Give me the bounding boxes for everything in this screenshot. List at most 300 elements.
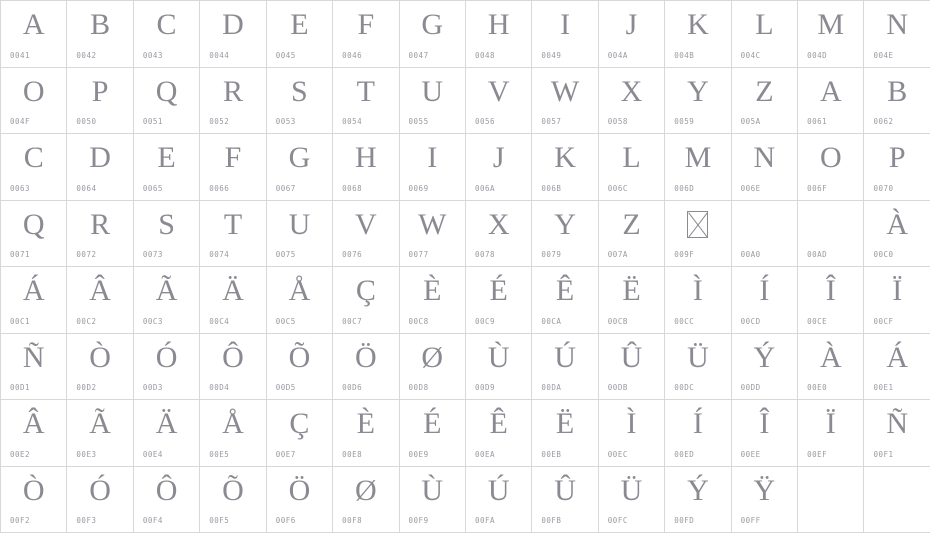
glyph-codepoint-label: 004B	[674, 50, 695, 60]
glyph-cell	[798, 467, 864, 534]
glyph-cell[interactable]	[1, 68, 67, 135]
glyph-codepoint-label: 0062	[873, 117, 894, 126]
glyph-preview: S	[158, 207, 175, 241]
glyph-cell[interactable]	[732, 201, 798, 268]
glyph-preview: Á	[22, 274, 45, 307]
glyph-codepoint-label: 00F3	[76, 516, 97, 525]
glyph-preview: K	[554, 141, 576, 174]
glyph-codepoint-label: 00E8	[342, 449, 363, 459]
glyph-preview: È	[423, 274, 442, 307]
notdef-glyph-icon	[665, 201, 730, 249]
glyph-cell[interactable]	[599, 1, 665, 68]
glyph-cell[interactable]	[200, 1, 266, 68]
glyph-preview: Y	[687, 74, 709, 108]
glyph-cell[interactable]	[67, 467, 133, 534]
glyph-cell[interactable]	[200, 467, 266, 534]
glyph-preview: Í	[759, 274, 770, 307]
glyph-cell[interactable]	[333, 267, 399, 334]
glyph-cell[interactable]	[599, 68, 665, 135]
glyph-codepoint-label: 00C5	[275, 316, 296, 326]
glyph-codepoint-label: 0077	[408, 250, 429, 259]
glyph-codepoint-label: 0072	[76, 250, 97, 259]
glyph-codepoint-label: 0046	[342, 50, 363, 60]
glyph-codepoint-label: 0076	[342, 250, 363, 259]
glyph-codepoint-label: 0073	[142, 250, 163, 259]
glyph-cell[interactable]	[333, 400, 399, 467]
glyph-codepoint-label: 00E5	[209, 449, 230, 459]
glyph-preview: Å	[288, 274, 311, 307]
glyph-cell[interactable]	[333, 1, 399, 68]
glyph-codepoint-label: 0066	[209, 183, 230, 193]
glyph-preview: Â	[22, 407, 45, 440]
glyph-cell[interactable]	[466, 334, 532, 401]
glyph-preview: Ë	[622, 274, 641, 307]
glyph-codepoint-label: 004A	[607, 50, 628, 60]
glyph-cell[interactable]	[400, 1, 466, 68]
glyph-cell[interactable]	[1, 334, 67, 401]
glyph-cell[interactable]	[466, 201, 532, 268]
glyph-preview: F	[224, 141, 242, 174]
glyph-cell[interactable]	[665, 267, 731, 334]
glyph-preview: Ü	[620, 473, 643, 507]
glyph-codepoint-label: 00D5	[275, 383, 296, 392]
glyph-cell[interactable]	[1, 134, 67, 201]
glyph-codepoint-label: 00F2	[10, 516, 31, 525]
glyph-codepoint-label: 004F	[10, 117, 31, 126]
glyph-preview: Â	[89, 274, 111, 307]
glyph-preview: Á	[886, 340, 909, 374]
glyph-cell[interactable]	[333, 334, 399, 401]
glyph-cell[interactable]	[864, 68, 930, 135]
glyph-cell[interactable]	[134, 201, 200, 268]
glyph-codepoint-label: 00F4	[142, 516, 163, 525]
glyph-preview: K	[687, 8, 709, 41]
glyph-preview: A	[819, 74, 842, 108]
glyph-codepoint-label: 004C	[740, 50, 761, 60]
glyph-cell[interactable]	[864, 267, 930, 334]
glyph-preview: Ò	[22, 473, 45, 507]
glyph-cell[interactable]	[532, 400, 598, 467]
glyph-cell[interactable]	[200, 68, 266, 135]
glyph-cell[interactable]	[267, 1, 333, 68]
glyph-codepoint-label: 0054	[342, 117, 363, 126]
glyph-codepoint-label: 0057	[541, 117, 562, 126]
glyph-codepoint-label: 007A	[607, 250, 628, 259]
glyph-cell[interactable]	[798, 400, 864, 467]
glyph-codepoint-label: 00EB	[541, 449, 562, 459]
glyph-preview: M	[684, 141, 712, 174]
glyph-cell[interactable]	[400, 400, 466, 467]
glyph-preview: Û	[554, 473, 576, 507]
glyph-preview: B	[887, 74, 908, 108]
glyph-preview: Û	[620, 340, 643, 374]
glyph-codepoint-label: 00E1	[873, 383, 894, 392]
glyph-codepoint-label: 0050	[76, 117, 97, 126]
glyph-preview: E	[157, 141, 176, 174]
glyph-codepoint-label: 00FA	[474, 516, 496, 525]
glyph-codepoint-label: 0059	[674, 117, 695, 126]
glyph-cell[interactable]	[67, 400, 133, 467]
glyph-cell[interactable]	[1, 400, 67, 467]
glyph-codepoint-label: 00D8	[408, 383, 429, 392]
glyph-cell[interactable]	[333, 201, 399, 268]
glyph-cell[interactable]	[400, 334, 466, 401]
glyph-codepoint-label: 0056	[474, 117, 496, 126]
glyph-cell[interactable]	[134, 400, 200, 467]
glyph-codepoint-label: 00CC	[674, 316, 695, 326]
glyph-cell[interactable]	[400, 467, 466, 534]
glyph-cell[interactable]	[267, 267, 333, 334]
glyph-codepoint-label: 00E3	[76, 449, 97, 459]
glyph-cell[interactable]	[134, 68, 200, 135]
glyph-preview: Å	[222, 407, 244, 440]
glyph-cell[interactable]	[798, 334, 864, 401]
glyph-codepoint-label: 0053	[275, 117, 296, 126]
glyph-cell[interactable]	[864, 201, 930, 268]
glyph-codepoint-label: 00AD	[807, 250, 828, 259]
glyph-codepoint-label: 00CA	[541, 316, 562, 326]
glyph-preview: C	[23, 141, 44, 174]
glyph-codepoint-label: 0070	[873, 183, 894, 193]
glyph-codepoint-label: 00F5	[209, 516, 230, 525]
glyph-preview: Ñ	[886, 407, 909, 440]
glyph-preview: Ê	[489, 407, 508, 440]
glyph-cell[interactable]	[200, 267, 266, 334]
glyph-cell[interactable]	[333, 134, 399, 201]
glyph-preview: Í	[692, 407, 703, 440]
glyph-codepoint-label: 00E7	[275, 449, 296, 459]
glyph-cell[interactable]	[67, 134, 133, 201]
glyph-cell[interactable]	[134, 267, 200, 334]
glyph-preview: D	[89, 141, 111, 174]
glyph-cell[interactable]	[1, 201, 67, 268]
glyph-cell[interactable]	[1, 267, 67, 334]
glyph-cell[interactable]	[400, 68, 466, 135]
glyph-preview: X	[620, 74, 643, 108]
glyph-preview: Ì	[692, 274, 703, 307]
glyph-cell[interactable]	[798, 68, 864, 135]
glyph-preview: E	[290, 8, 309, 41]
glyph-codepoint-label: 0063	[10, 183, 31, 193]
glyph-cell[interactable]	[732, 467, 798, 534]
glyph-codepoint-label: 00C1	[10, 316, 31, 326]
glyph-preview: U	[288, 207, 311, 241]
glyph-cell[interactable]	[67, 267, 133, 334]
glyph-codepoint-label: 00C4	[209, 316, 230, 326]
glyph-preview: È	[356, 407, 375, 440]
glyph-cell[interactable]	[599, 267, 665, 334]
glyph-codepoint-label: 00EA	[474, 449, 496, 459]
glyph-preview: F	[357, 8, 375, 41]
glyph-codepoint-label: 006C	[607, 183, 628, 193]
glyph-codepoint-label: 0042	[76, 50, 97, 60]
glyph-codepoint-label: 00CE	[807, 316, 828, 326]
glyph-cell[interactable]	[532, 467, 598, 534]
glyph-codepoint-label: 00E2	[10, 449, 31, 459]
glyph-preview: N	[753, 141, 776, 174]
glyph-codepoint-label: 0067	[275, 183, 296, 193]
glyph-preview: Ý	[687, 473, 709, 507]
glyph-codepoint-label: 0069	[408, 183, 429, 193]
glyph-preview: À	[886, 207, 909, 241]
glyph-preview	[798, 467, 863, 515]
glyph-preview: H	[354, 141, 377, 174]
glyph-cell[interactable]	[134, 467, 200, 534]
glyph-cell[interactable]	[466, 267, 532, 334]
glyph-codepoint-label: 005A	[740, 117, 761, 126]
glyph-preview: Ä	[222, 274, 244, 307]
glyph-cell[interactable]	[798, 267, 864, 334]
glyph-codepoint-label: 004E	[873, 50, 894, 60]
glyph-codepoint-label: 00EC	[607, 449, 628, 459]
glyph-cell[interactable]	[466, 68, 532, 135]
glyph-preview: P	[91, 74, 109, 108]
glyph-preview: À	[819, 340, 842, 374]
glyph-codepoint-label: 0065	[142, 183, 163, 193]
glyph-preview: Ó	[89, 473, 111, 507]
glyph-cell[interactable]	[134, 134, 200, 201]
glyph-preview: Ë	[555, 407, 575, 440]
glyph-preview: É	[423, 407, 442, 440]
glyph-preview: D	[222, 8, 244, 41]
glyph-cell[interactable]	[267, 400, 333, 467]
glyph-codepoint-label: 006B	[541, 183, 562, 193]
glyph-codepoint-label: 00F9	[408, 516, 429, 525]
glyph-cell[interactable]	[1, 1, 67, 68]
glyph-cell[interactable]	[665, 334, 731, 401]
glyph-cell[interactable]	[665, 1, 731, 68]
glyph-cell[interactable]	[732, 400, 798, 467]
glyph-codepoint-label: 006D	[674, 183, 695, 193]
glyph-codepoint-label: 00C3	[142, 316, 163, 326]
glyph-cell[interactable]	[67, 334, 133, 401]
glyph-codepoint-label: 00EE	[740, 449, 761, 459]
glyph-codepoint-label: 006A	[474, 183, 496, 193]
glyph-cell[interactable]	[864, 400, 930, 467]
glyph-cell[interactable]	[732, 68, 798, 135]
glyph-preview	[798, 201, 863, 249]
glyph-codepoint-label: 00C0	[873, 250, 894, 259]
glyph-cell[interactable]	[864, 1, 930, 68]
glyph-codepoint-label: 00D2	[76, 383, 97, 392]
glyph-preview: R	[90, 207, 111, 241]
glyph-cell[interactable]	[466, 1, 532, 68]
glyph-cell[interactable]	[599, 467, 665, 534]
glyph-preview: Ú	[487, 473, 510, 507]
glyph-cell[interactable]	[532, 334, 598, 401]
glyph-cell[interactable]	[798, 201, 864, 268]
glyph-preview: B	[90, 8, 111, 41]
glyph-cell[interactable]	[665, 201, 731, 268]
glyph-cell[interactable]	[200, 201, 266, 268]
glyph-cell[interactable]	[665, 467, 731, 534]
glyph-cell[interactable]	[732, 1, 798, 68]
glyph-preview: W	[550, 74, 580, 108]
glyph-preview: V	[354, 207, 377, 241]
glyph-preview: Ã	[89, 407, 111, 440]
glyph-codepoint-label: 006F	[807, 183, 828, 193]
glyph-preview: Ê	[555, 274, 575, 307]
glyph-codepoint-label: 00F8	[342, 516, 363, 525]
glyph-cell[interactable]	[333, 68, 399, 135]
glyph-codepoint-label: 0047	[408, 50, 429, 60]
glyph-codepoint-label: 00FD	[674, 516, 695, 525]
glyph-preview: Q	[22, 207, 45, 241]
glyph-codepoint-label: 00CD	[740, 316, 761, 326]
glyph-preview: R	[222, 74, 243, 108]
glyph-preview: Ô	[155, 473, 178, 507]
glyph-cell[interactable]	[400, 201, 466, 268]
glyph-cell[interactable]	[732, 334, 798, 401]
glyph-cell[interactable]	[599, 134, 665, 201]
glyph-cell[interactable]	[67, 201, 133, 268]
glyph-cell[interactable]	[532, 267, 598, 334]
glyph-cell[interactable]	[267, 334, 333, 401]
glyph-preview	[864, 467, 929, 515]
glyph-preview: Ù	[487, 340, 510, 374]
glyph-preview: Z	[622, 207, 641, 241]
glyph-codepoint-label: 0068	[342, 183, 363, 193]
glyph-codepoint-label: 00D9	[474, 383, 496, 392]
glyph-preview: O	[819, 141, 842, 174]
glyph-cell[interactable]	[134, 1, 200, 68]
glyph-cell[interactable]	[267, 68, 333, 135]
glyph-preview: N	[886, 8, 909, 41]
glyph-cell[interactable]	[665, 400, 731, 467]
glyph-cell[interactable]	[732, 267, 798, 334]
glyph-preview: T	[223, 207, 243, 241]
glyph-codepoint-label: 0064	[76, 183, 97, 193]
glyph-codepoint-label: 0043	[142, 50, 163, 60]
glyph-preview: Ç	[289, 407, 310, 440]
glyph-preview: U	[421, 74, 444, 108]
glyph-cell[interactable]	[532, 201, 598, 268]
glyph-preview: Ö	[354, 340, 377, 374]
glyph-cell[interactable]	[599, 201, 665, 268]
glyph-preview: T	[356, 74, 375, 108]
glyph-preview: Ü	[687, 340, 709, 374]
glyph-preview: V	[487, 74, 510, 108]
glyph-cell[interactable]	[532, 68, 598, 135]
glyph-preview: Ä	[155, 407, 178, 440]
glyph-preview: S	[291, 74, 308, 108]
glyph-cell[interactable]	[466, 134, 532, 201]
glyph-preview: Ÿ	[753, 473, 776, 507]
glyph-cell[interactable]	[864, 134, 930, 201]
glyph-cell[interactable]	[267, 467, 333, 534]
glyph-codepoint-label: 0044	[209, 50, 230, 60]
glyph-preview: Ç	[355, 274, 376, 307]
glyph-codepoint-label: 00E9	[408, 449, 429, 459]
glyph-codepoint-label: 00A0	[740, 250, 761, 259]
glyph-codepoint-label: 00DB	[607, 383, 628, 392]
glyph-codepoint-label: 00FF	[740, 516, 761, 525]
glyph-cell[interactable]	[665, 68, 731, 135]
glyph-codepoint-label: 0058	[607, 117, 628, 126]
glyph-preview	[732, 201, 797, 249]
glyph-codepoint-label: 00E0	[807, 383, 828, 392]
glyph-preview: X	[487, 207, 510, 241]
glyph-codepoint-label: 0061	[807, 117, 828, 126]
glyph-codepoint-label: 00DC	[674, 383, 695, 392]
glyph-codepoint-label: 0071	[10, 250, 31, 259]
glyph-codepoint-label: 00D1	[10, 383, 31, 392]
glyph-cell[interactable]	[466, 467, 532, 534]
glyph-preview: I	[427, 141, 438, 174]
glyph-cell[interactable]	[864, 334, 930, 401]
glyph-codepoint-label: 009F	[674, 250, 695, 259]
glyph-cell[interactable]	[665, 134, 731, 201]
glyph-preview: G	[421, 8, 444, 41]
glyph-codepoint-label: 00DA	[541, 383, 562, 392]
glyph-preview: Y	[554, 207, 576, 241]
glyph-codepoint-label: 00C8	[408, 316, 429, 326]
glyph-codepoint-label: 00C7	[342, 316, 363, 326]
glyph-codepoint-label: 0049	[541, 50, 562, 60]
glyph-codepoint-label: 00ED	[674, 449, 695, 459]
glyph-cell[interactable]	[532, 134, 598, 201]
glyph-preview: I	[560, 8, 571, 41]
glyph-codepoint-label: 00F6	[275, 516, 296, 525]
glyph-preview: C	[156, 8, 177, 41]
glyph-preview: O	[22, 74, 45, 108]
glyph-preview: Ø	[354, 473, 377, 507]
glyph-cell[interactable]	[200, 134, 266, 201]
glyph-preview: Ì	[626, 407, 637, 440]
glyph-codepoint-label: 0048	[474, 50, 496, 60]
glyph-preview: Ï	[825, 407, 836, 440]
glyph-cell[interactable]	[267, 134, 333, 201]
glyph-preview: A	[22, 8, 45, 41]
glyph-codepoint-label: 00CF	[873, 316, 894, 326]
glyph-cell[interactable]	[67, 1, 133, 68]
glyph-cell[interactable]	[400, 134, 466, 201]
glyph-cell[interactable]	[599, 400, 665, 467]
glyph-preview: Î	[759, 407, 770, 440]
glyph-cell[interactable]	[67, 68, 133, 135]
glyph-codepoint-label: 006E	[740, 183, 761, 193]
glyph-cell[interactable]	[200, 400, 266, 467]
glyph-preview: Ã	[155, 274, 178, 307]
glyph-preview: L	[755, 8, 774, 41]
glyph-cell[interactable]	[599, 334, 665, 401]
glyph-cell[interactable]	[333, 467, 399, 534]
glyph-codepoint-label: 0074	[209, 250, 230, 259]
glyph-cell[interactable]	[400, 267, 466, 334]
glyph-codepoint-label: 004D	[807, 50, 828, 60]
glyph-cell[interactable]	[798, 1, 864, 68]
glyph-preview: Ô	[222, 340, 244, 374]
glyph-cell[interactable]	[466, 400, 532, 467]
glyph-codepoint-label: 0078	[474, 250, 496, 259]
glyph-cell[interactable]	[200, 334, 266, 401]
glyph-preview: Ò	[89, 340, 111, 374]
glyph-preview: Ï	[892, 274, 903, 307]
glyph-cell[interactable]	[732, 134, 798, 201]
glyph-cell[interactable]	[798, 134, 864, 201]
glyph-cell[interactable]	[134, 334, 200, 401]
glyph-codepoint-label: 0079	[541, 250, 562, 259]
glyph-preview: M	[817, 8, 845, 41]
glyph-codepoint-label: 00C2	[76, 316, 97, 326]
glyph-cell[interactable]	[532, 1, 598, 68]
glyph-preview: Ø	[421, 340, 444, 374]
glyph-preview: L	[622, 141, 641, 174]
glyph-preview: J	[492, 141, 505, 174]
glyph-cell[interactable]	[1, 467, 67, 534]
glyph-preview: Ý	[753, 340, 776, 374]
glyph-cell[interactable]	[267, 201, 333, 268]
